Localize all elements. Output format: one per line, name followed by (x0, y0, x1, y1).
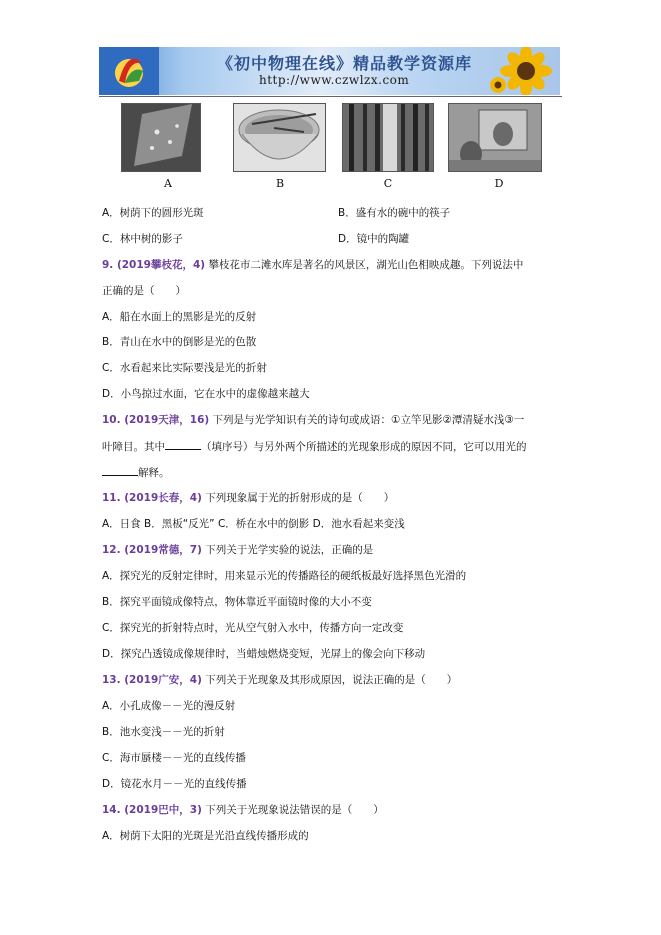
q10-stem-part-c: 解释。 (138, 467, 170, 479)
q9-option-b: B．青山在水中的倒影是光的色散 (102, 336, 257, 348)
q9-stem-line1 (102, 258, 523, 272)
header-banner (99, 47, 560, 95)
q9-stem: 攀枝花市二滩水库是著名的风景区，湖光山色相映成趣。下列说法中 (208, 259, 524, 271)
q8-option-b: B．盛有水的碗中的筷子 (338, 207, 451, 219)
q9-option-a: A．船在水面上的黑影是光的反射 (102, 311, 257, 323)
q11-number: 11. (2019长春，4) (102, 492, 202, 504)
q13-option-a: A．小孔成像－－光的漫反射 (102, 700, 236, 712)
q11-stem-line (102, 491, 394, 505)
q9-stem-line2: 正确的是（ ） (102, 285, 186, 297)
q12-stem: 下列关于光学实验的说法，正确的是 (205, 544, 374, 556)
mirror-pottery-icon (449, 104, 541, 171)
q9-option-c: C．水看起来比实际要浅是光的折射 (102, 362, 267, 374)
q8-option-d: D．镜中的陶罐 (338, 233, 410, 245)
photo-label-a: A (164, 177, 172, 190)
q10-stem-line2 (102, 439, 527, 454)
q10-answer-blank-3[interactable] (102, 465, 138, 476)
q8-option-a: A．树荫下的圆形光斑 (102, 207, 204, 219)
q13-option-d: D．镜花水月－－光的直线传播 (102, 778, 247, 790)
q13-stem-line (102, 673, 457, 687)
q12-option-d: D．探究凸透镜成像规律时，当蜡烛燃烧变短，光屏上的像会向下移动 (102, 648, 426, 660)
photo-c (342, 103, 434, 172)
q14-stem-line (102, 803, 384, 817)
q10-answer-blank-1[interactable] (165, 439, 201, 450)
q10-stem-part-b: （填序号）与另外两个所描述的光现象形成的原因不同，它可以用光的 (201, 441, 527, 453)
tree-shadow-spots-icon (122, 104, 200, 171)
q12-stem-line (102, 543, 373, 557)
q13-option-c: C．海市蜃楼－－光的直线传播 (102, 752, 246, 764)
q9-option-d: D．小鸟掠过水面，它在水中的虚像越来越大 (102, 388, 310, 400)
bowl-chopsticks-icon (234, 104, 325, 171)
q10-stem-part-a: 叶障目。其中 (102, 441, 165, 453)
q12-option-c: C．探究光的折射特点时，光从空气射入水中，传播方向一定改变 (102, 622, 404, 634)
q12-option-a: A．探究光的反射定律时，用来显示光的传播路径的硬纸板最好选择黑色光滑的 (102, 570, 467, 582)
q14-stem: 下列关于光现象说法错误的是（ ） (205, 804, 384, 816)
header-divider (99, 96, 562, 97)
q10-stem-line3 (102, 465, 170, 480)
q13-stem: 下列关于光现象及其形成原因，说法正确的是（ ） (205, 674, 458, 686)
site-logo-icon (99, 47, 159, 95)
photo-label-d: D (494, 177, 504, 190)
header-title: 《初中物理在线》精品教学资源库 (217, 54, 473, 73)
q8-option-c: C．林中树的影子 (102, 233, 183, 245)
photo-d (448, 103, 542, 172)
forest-trees-icon (343, 104, 433, 171)
photo-label-c: C (383, 177, 393, 190)
q11-options: A．日食 B．黑板“反光” C．桥在水中的倒影 D．池水看起来变浅 (102, 518, 405, 530)
photo-label-b: B (275, 177, 285, 190)
photo-b (233, 103, 326, 172)
q13-number: 13. (2019广安，4) (102, 674, 202, 686)
q14-number: 14. (2019巴中，3) (102, 804, 202, 816)
photo-a (121, 103, 201, 172)
q14-option-a: A．树荫下太阳的光斑是光沿直线传播形成的 (102, 830, 309, 842)
q10-stem-line1 (102, 413, 524, 427)
header-url[interactable]: http://www.czwlzx.com (259, 73, 410, 87)
q10-number: 10. (2019天津，16) (102, 414, 210, 426)
q10-stem: 下列是与光学知识有关的诗句或成语：①立竿见影②潭清疑水浅③一 (212, 414, 525, 426)
q11-stem: 下列现象属于光的折射形成的是（ ） (205, 492, 395, 504)
sunflower-icon (486, 47, 556, 95)
q13-option-b: B．池水变浅－－光的折射 (102, 726, 225, 738)
q9-number: 9. (2019攀枝花，4) (102, 259, 206, 271)
q12-number: 12. (2019常德，7) (102, 544, 202, 556)
q12-option-b: B．探究平面镜成像特点，物体靠近平面镜时像的大小不变 (102, 596, 372, 608)
